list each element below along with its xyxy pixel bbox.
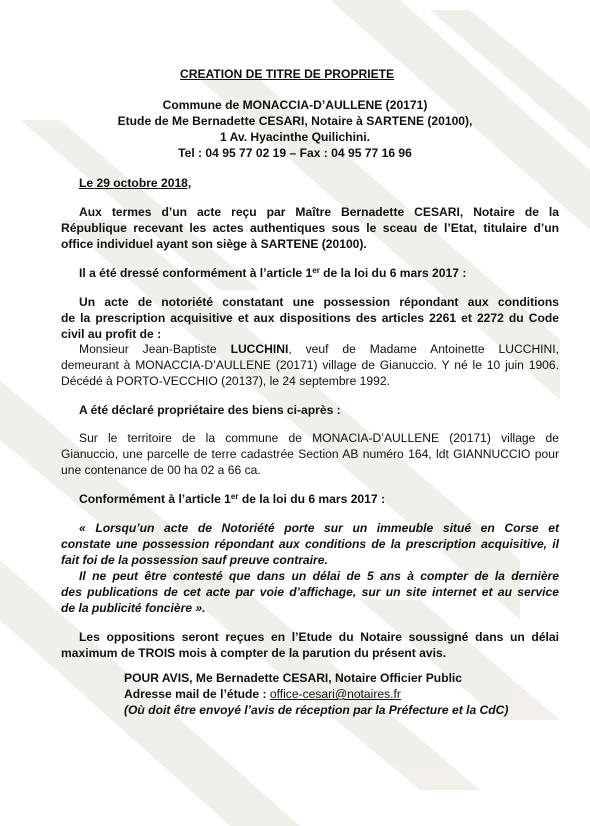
intro-line-3: office individuel ayant son siège à SARTENE (20100). [61, 237, 367, 251]
quote-line-3: fait foi de la possession sauf preuve contraire. [61, 553, 328, 567]
beneficiary-line-1: Monsieur Jean-Baptiste LUCCHINI, veuf de Madame Antoinette LUCCHINI, [79, 342, 559, 356]
beneficiary-line-3: Décédé à PORTO-VECCHIO (20137), le 24 septembre 1992. [61, 374, 390, 388]
intro-line-2: République recevant les actes authentiques sous le sceau de l’Etat, titulaire d’un [61, 221, 559, 235]
quote-line-6: de la publicité foncière ». [61, 601, 206, 615]
header-address: 1 Av. Hyacinthe Quilichini. [219, 130, 371, 144]
notoriete-line-2: de la prescription acquisitive et aux dispositions des articles 2261 et 2272 du Code [61, 311, 559, 325]
dresse-heading: Il a été dressé conformément à l’article 1er de la loi du 6 mars 2017 : [79, 266, 467, 280]
quote-line-1: « Lorsqu’un acte de Notoriété porte sur un immeuble situé en Corse et [79, 521, 559, 535]
header-commune: Commune de MONACCIA-D’AULLENE (20171) [162, 98, 428, 112]
signature-note: (Où doit être envoyé l’avis de réception par la Préfecture et la CdC) [124, 703, 509, 717]
property-line-3: une contenance de 00 ha 02 a 66 ca. [61, 463, 261, 477]
signature-mail-line: Adresse mail de l’étude : office-cesari@notaires.fr [124, 687, 401, 701]
intro-line-1: Aux termes d’un acte reçu par Maître Bernadette CESARI, Notaire de la [79, 205, 559, 219]
header-contact: Tel : 04 95 77 02 19 – Fax : 04 95 77 16 96 [178, 146, 412, 160]
email-link[interactable]: office-cesari@notaires.fr [269, 687, 401, 701]
signature-pour-avis: POUR AVIS, Me Bernadette CESARI, Notaire Officier Public [124, 671, 463, 685]
declared-heading: A été déclaré propriétaire des biens ci-après : [79, 403, 341, 417]
property-line-1: Sur le territoire de la commune de MONACIA-D’AULLENE (20171) village de [79, 431, 559, 445]
notoriete-line-3: civil au profit de : [61, 327, 162, 341]
quote-line-2: constate une possession répondant aux conditions de la prescription acquisitive, il [61, 537, 559, 551]
oppositions-line-1: Les oppositions seront reçues en l’Etude du Notaire soussigné dans un délai [79, 630, 559, 644]
conform-heading: Conformément à l’article 1er de la loi du 6 mars 2017 : [79, 492, 385, 506]
quote-line-4: Il ne peut être contesté que dans un délai de 5 ans à compter de la dernière [79, 569, 559, 583]
property-line-2: Gianuccio, une parcelle de terre cadastrée Section AB numéro 164, ldt GIANNUCCIO pour [61, 447, 559, 461]
beneficiary-line-2: demeurant à MONACCIA-D’AULLENE (20171) village de Gianuccio. Y né le 10 juin 1906. [61, 358, 559, 372]
oppositions-line-2: maximum de TROIS mois à compter de la parution du présent avis. [61, 646, 447, 660]
notoriete-line-1: Un acte de notoriété constatant une possession répondant aux conditions [79, 295, 559, 309]
quote-line-5: des publications de cet acte par voie d’affichage, sur un site internet et au service [61, 585, 559, 599]
beneficiary-name: LUCCHINI [230, 342, 289, 356]
notice-date: Le 29 octobre 2018, [79, 176, 192, 190]
document-title: CREATION DE TITRE DE PROPRIETE [180, 67, 395, 81]
header-etude: Etude de Me Bernadette CESARI, Notaire à SARTENE (20100), [117, 114, 473, 128]
